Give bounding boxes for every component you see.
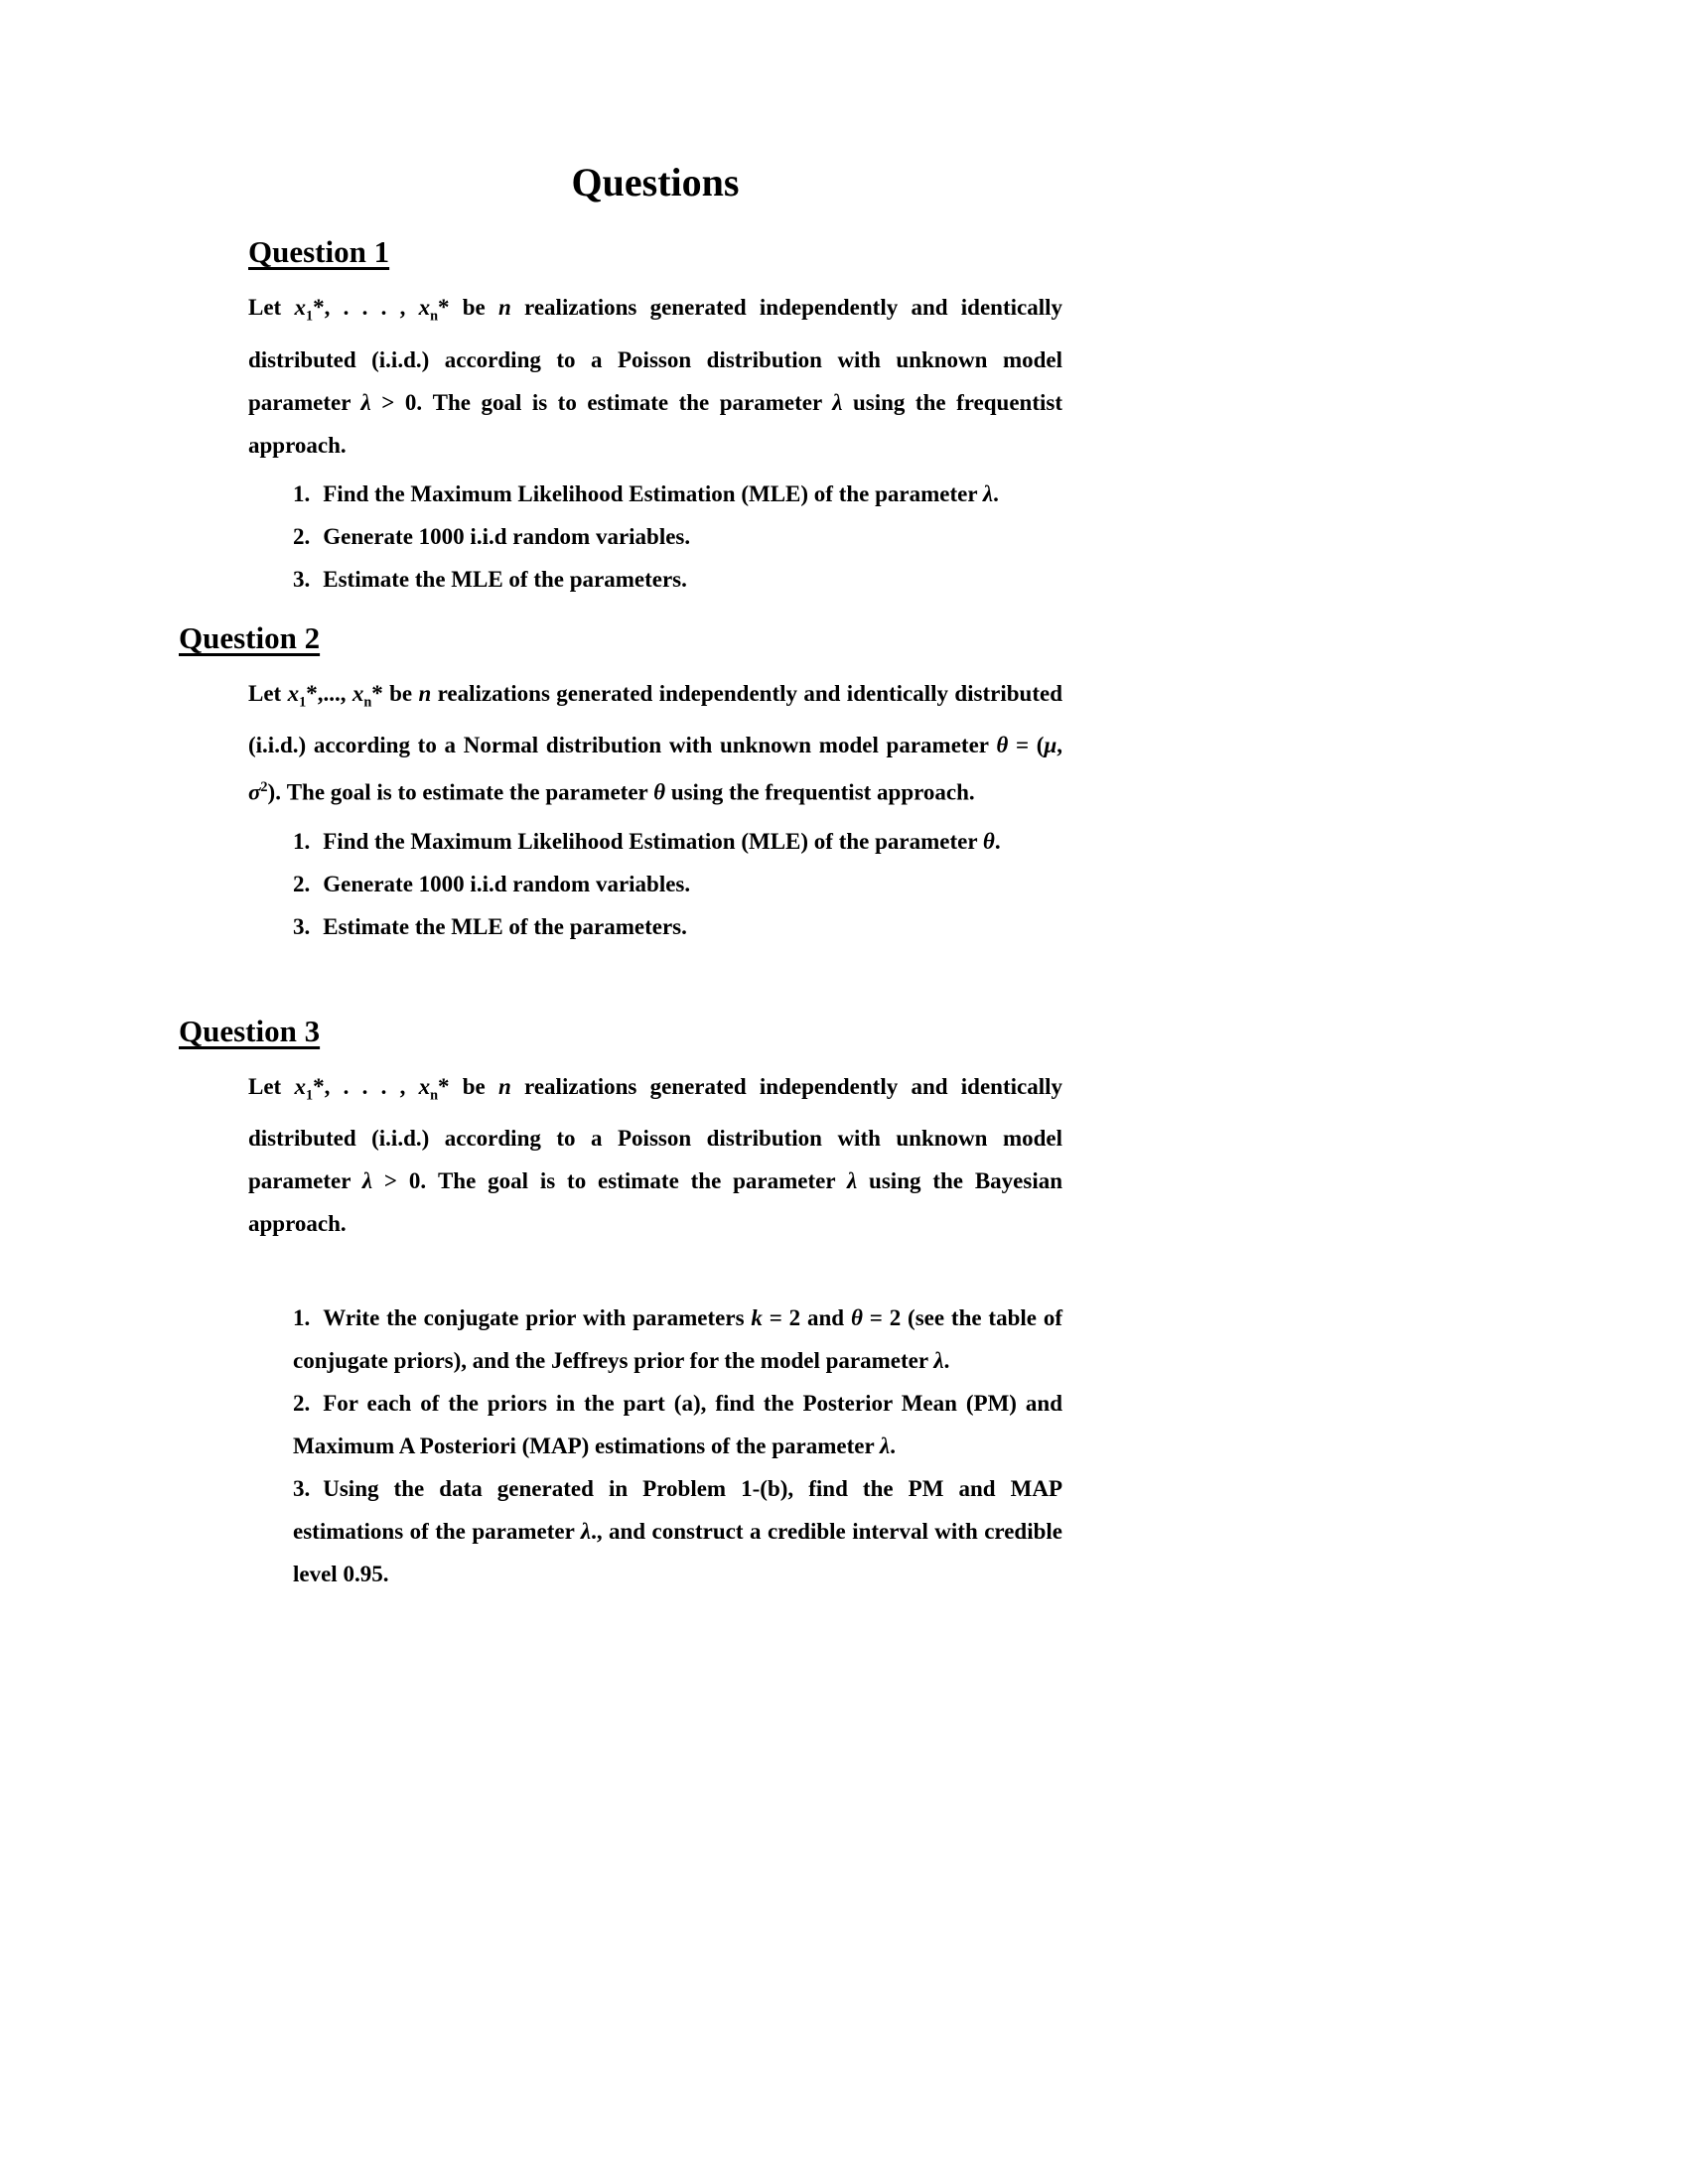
list-item-text: Generate 1000 i.i.d random variables. xyxy=(323,523,691,549)
list-item-marker: 3. xyxy=(293,913,311,939)
list-item-text: Find the Maximum Likelihood Estimation (MLE) of the parameter θ. xyxy=(323,828,1001,854)
list-item xyxy=(293,1467,1062,1595)
question-2-list xyxy=(293,820,1062,948)
list-item-marker: 2. xyxy=(293,871,311,896)
list-item-text: Generate 1000 i.i.d random variables. xyxy=(323,871,691,896)
list-item xyxy=(293,863,1062,905)
list-item xyxy=(293,820,1062,863)
list-item xyxy=(293,473,1062,515)
list-item-marker: 2. xyxy=(293,523,311,549)
list-item-text: Using the data generated in Problem 1-(b), find the PM and MAP estimations of the parameter λ., and construct a credible interval with credible level 0.95. xyxy=(293,1476,1062,1587)
list-item-text: Find the Maximum Likelihood Estimation (MLE) of the parameter λ. xyxy=(323,480,999,506)
document-content xyxy=(179,159,1062,1613)
question-3-heading: Question 3 xyxy=(179,1013,321,1048)
list-item-text: Write the conjugate prior with parameters k = 2 and θ = 2 (see the table of conjugate priors), and the Jeffreys prior for the model parameter λ. xyxy=(293,1305,1062,1374)
question-2-section xyxy=(179,618,1062,948)
list-item-marker: 2. xyxy=(293,1391,311,1417)
question-3-section xyxy=(179,1012,1062,1596)
list-item-marker: 1. xyxy=(293,480,311,506)
question-1-heading: Question 1 xyxy=(248,234,390,269)
question-3-paragraph: Let $x_1*$, . . . , $x_n*$ be n realizations generated independently and identically distributed (i.i.d.) according to a Poisson distribution with unknown model parameter λ > 0. The goal is to estimate the parameter λ using the Bayesian approach. xyxy=(248,1073,1063,1237)
question-1-paragraph: Let $x_1*$, . . . , $x_n*$ be n realizations generated independently and identically distributed (i.i.d.) according to a Poisson distribution with unknown model parameter λ > 0. The goal is to estimate the parameter λ using the frequentist approach. xyxy=(248,295,1063,458)
list-item-text: Estimate the MLE of the parameters. xyxy=(323,566,687,592)
list-item xyxy=(293,1382,1062,1467)
question-1-list xyxy=(293,473,1062,601)
list-item xyxy=(293,515,1062,558)
list-item-marker: 3. xyxy=(293,1476,311,1502)
list-item-text: Estimate the MLE of the parameters. xyxy=(323,913,687,939)
list-item-text: For each of the priors in the part (a), find the Posterior Mean (PM) and Maximum A Posteriori (MAP) estimations of the parameter λ. xyxy=(293,1391,1062,1459)
list-item-marker: 1. xyxy=(293,1305,311,1331)
list-item xyxy=(293,1297,1062,1382)
question-2-heading: Question 2 xyxy=(179,619,321,655)
list-item-marker: 1. xyxy=(293,828,311,854)
question-2-paragraph: Let $x_1*$,..., $x_n*$ be n realizations generated independently and identically distributed (i.i.d.) according to a Normal distribution with unknown model parameter θ = (μ, $\sigma^2$). The goal is to estimate the parameter θ using the frequentist approach. xyxy=(248,680,1063,805)
list-item xyxy=(293,558,1062,601)
list-item xyxy=(293,905,1062,948)
list-item-marker: 3. xyxy=(293,566,311,592)
question-3-list xyxy=(293,1297,1062,1595)
page-title: Questions xyxy=(571,160,740,205)
question-1-section xyxy=(179,232,1062,601)
